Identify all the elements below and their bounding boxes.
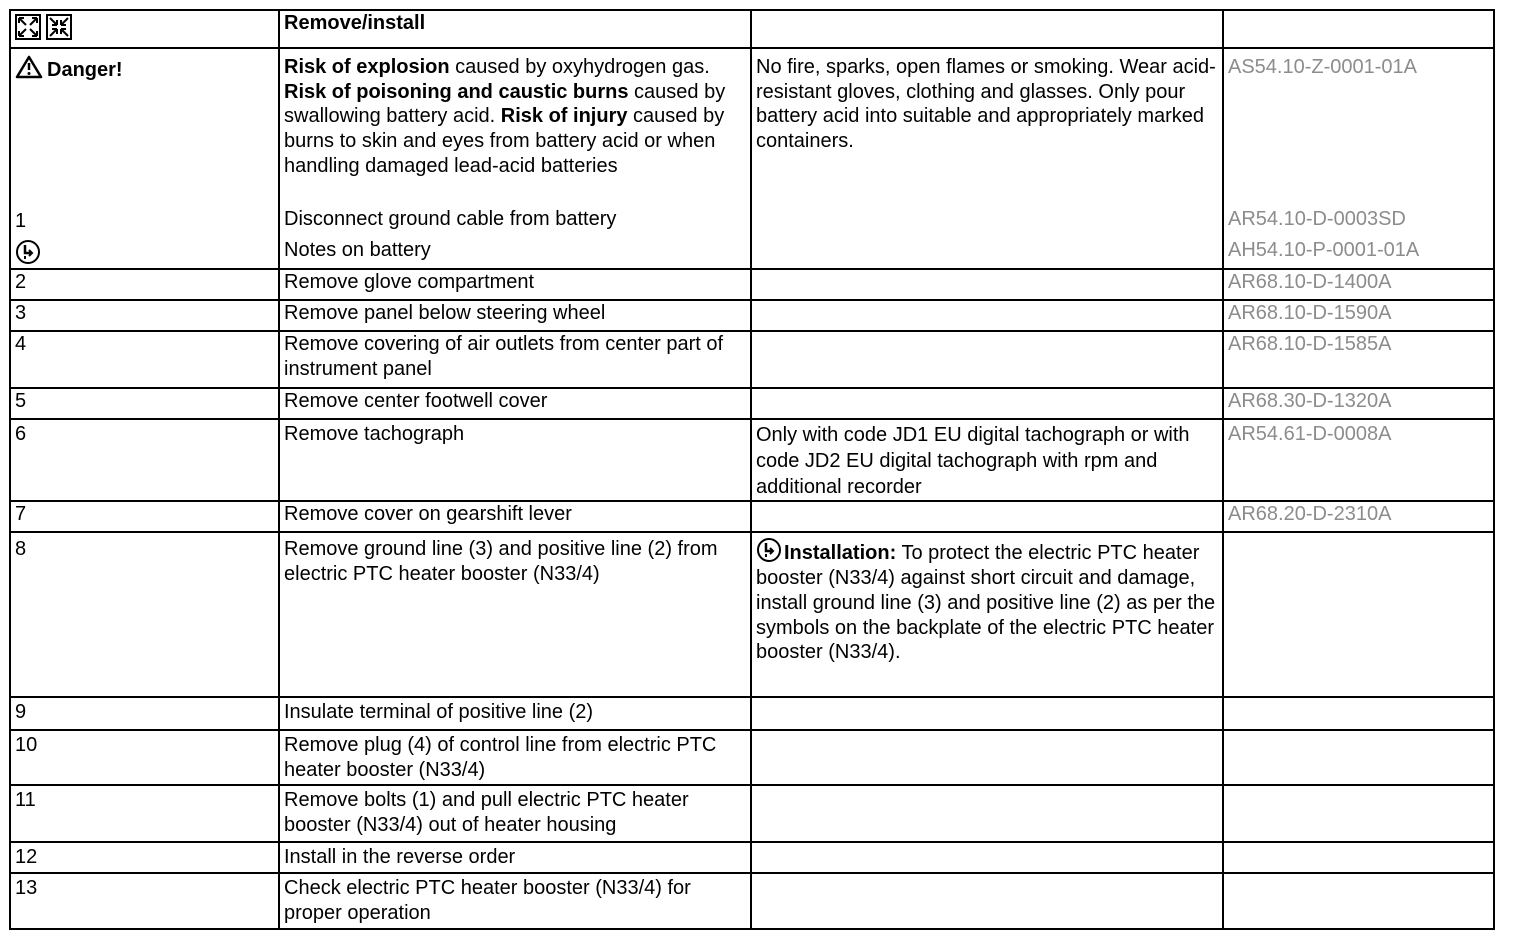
step-note: To protect the electric PTC heater booster (N33/4) against short circuit and damage, install ground line (3) and positive line (2) as per the symbols on the backplate of the electric PTC heater booster (N33/4). bbox=[756, 542, 1216, 664]
step-row bbox=[10, 532, 1494, 697]
danger-remedy: No fire, sparks, open flames or smoking. Wear acid-resistant gloves, clothing and glasses. Only pour battery acid into suitable and appropriately marked containers. bbox=[756, 55, 1216, 153]
document-ref-link[interactable]: AR68.10-D-1590A bbox=[1228, 302, 1392, 325]
step-note-cell bbox=[751, 532, 1223, 697]
installation-note-icon bbox=[756, 537, 782, 563]
step-action: Remove panel below steering wheel bbox=[279, 300, 751, 331]
step-note bbox=[751, 331, 1223, 388]
document-ref-link[interactable]: AH54.10-P-0001-01A bbox=[1228, 238, 1420, 261]
step-number: 1 bbox=[15, 209, 27, 232]
step-number: 10 bbox=[10, 730, 279, 785]
step-ref-cell bbox=[1223, 873, 1494, 929]
step-action: Remove tachograph bbox=[279, 419, 751, 501]
document-ref-link[interactable]: AR68.10-D-1400A bbox=[1228, 271, 1392, 294]
step-action: Check electric PTC heater booster (N33/4) for proper operation bbox=[279, 873, 751, 929]
step-note bbox=[751, 873, 1223, 929]
step-ref-cell bbox=[1223, 300, 1494, 331]
step-row bbox=[10, 501, 1494, 532]
step-ref-cell bbox=[1223, 269, 1494, 300]
step-ref-cell bbox=[1223, 785, 1494, 842]
step-row bbox=[10, 730, 1494, 785]
step-action: Insulate terminal of positive line (2) bbox=[279, 697, 751, 730]
step-row bbox=[10, 269, 1494, 300]
notes-on-battery-link[interactable]: Notes on battery bbox=[284, 238, 431, 261]
step-number: 7 bbox=[10, 501, 279, 532]
step-row bbox=[10, 419, 1494, 501]
step-row bbox=[10, 331, 1494, 388]
warning-triangle-icon bbox=[15, 55, 43, 79]
document-ref-link[interactable]: AS54.10-Z-0001-01A bbox=[1228, 55, 1418, 78]
document-ref-link[interactable]: AR68.30-D-1320A bbox=[1228, 390, 1392, 413]
remove-icon bbox=[15, 14, 41, 40]
step-action: Remove glove compartment bbox=[279, 269, 751, 300]
step-note bbox=[751, 697, 1223, 730]
document-ref-link[interactable]: AR68.20-D-2310A bbox=[1228, 503, 1392, 526]
header-icon-cell bbox=[10, 10, 279, 48]
step-number: 8 bbox=[10, 532, 279, 697]
danger-text-cell bbox=[279, 48, 751, 269]
step-action: Remove covering of air outlets from center part of instrument panel bbox=[279, 331, 751, 388]
install-icon bbox=[46, 14, 72, 40]
step-action: Remove cover on gearshift lever bbox=[279, 501, 751, 532]
step-number: 9 bbox=[10, 697, 279, 730]
document-ref-link[interactable]: AR54.61-D-0008A bbox=[1228, 423, 1392, 446]
danger-text: Risk of explosion caused by oxyhydrogen gas. Risk of poisoning and caustic burns caused by swallowing battery acid. Risk of injury caused by burns to skin and eyes from battery acid or when handling damaged lead-acid batteries bbox=[284, 55, 726, 177]
step-ref-cell bbox=[1223, 501, 1494, 532]
note-icon bbox=[15, 239, 41, 265]
danger-ref-cell bbox=[1223, 48, 1494, 269]
step-number: 12 bbox=[10, 842, 279, 873]
step-ref-cell bbox=[1223, 730, 1494, 785]
step-number: 13 bbox=[10, 873, 279, 929]
document-ref-link[interactable]: AR68.10-D-1585A bbox=[1228, 333, 1392, 356]
step-number: 4 bbox=[10, 331, 279, 388]
header-row bbox=[10, 10, 1494, 48]
step-row bbox=[10, 785, 1494, 842]
danger-label-cell bbox=[10, 48, 279, 269]
step-note bbox=[751, 269, 1223, 300]
step-action: Remove ground line (3) and positive line (2) from electric PTC heater booster (N33/4) bbox=[279, 532, 751, 697]
step-ref-cell bbox=[1223, 419, 1494, 501]
danger-remedy-cell bbox=[751, 48, 1223, 269]
step-action: Remove plug (4) of control line from electric PTC heater booster (N33/4) bbox=[279, 730, 751, 785]
step-action: Install in the reverse order bbox=[279, 842, 751, 873]
danger-row bbox=[10, 48, 1494, 269]
step-row bbox=[10, 697, 1494, 730]
step-row bbox=[10, 388, 1494, 419]
step-row bbox=[10, 873, 1494, 929]
step-note bbox=[751, 388, 1223, 419]
step-number: 2 bbox=[10, 269, 279, 300]
step-number: 6 bbox=[10, 419, 279, 501]
header-empty-cell bbox=[1223, 10, 1494, 48]
step-ref-cell bbox=[1223, 697, 1494, 730]
step-note bbox=[751, 730, 1223, 785]
step-action: Remove center footwell cover bbox=[279, 388, 751, 419]
step-number: 11 bbox=[10, 785, 279, 842]
danger-label: Danger! bbox=[15, 55, 274, 83]
step-note: Only with code JD1 EU digital tachograph or with code JD2 EU digital tachograph with rpm and additional recorder bbox=[751, 419, 1223, 501]
step-number: 5 bbox=[10, 388, 279, 419]
step-row bbox=[10, 842, 1494, 873]
step-note bbox=[751, 300, 1223, 331]
header-empty-cell bbox=[751, 10, 1223, 48]
step-ref-cell bbox=[1223, 532, 1494, 697]
step-ref-cell bbox=[1223, 388, 1494, 419]
step-note bbox=[751, 785, 1223, 842]
step-row bbox=[10, 300, 1494, 331]
step-action: Remove bolts (1) and pull electric PTC heater booster (N33/4) out of heater housing bbox=[279, 785, 751, 842]
step-ref-cell bbox=[1223, 331, 1494, 388]
step-number: 3 bbox=[10, 300, 279, 331]
step-note bbox=[751, 842, 1223, 873]
procedure-table bbox=[9, 9, 1495, 930]
step-action: Disconnect ground cable from battery bbox=[284, 207, 617, 230]
step-note bbox=[751, 501, 1223, 532]
installation-label: Installation: bbox=[784, 542, 897, 565]
step-ref-cell bbox=[1223, 842, 1494, 873]
header-title: Remove/install bbox=[279, 10, 751, 48]
document-ref-link[interactable]: AR54.10-D-0003SD bbox=[1228, 207, 1406, 230]
